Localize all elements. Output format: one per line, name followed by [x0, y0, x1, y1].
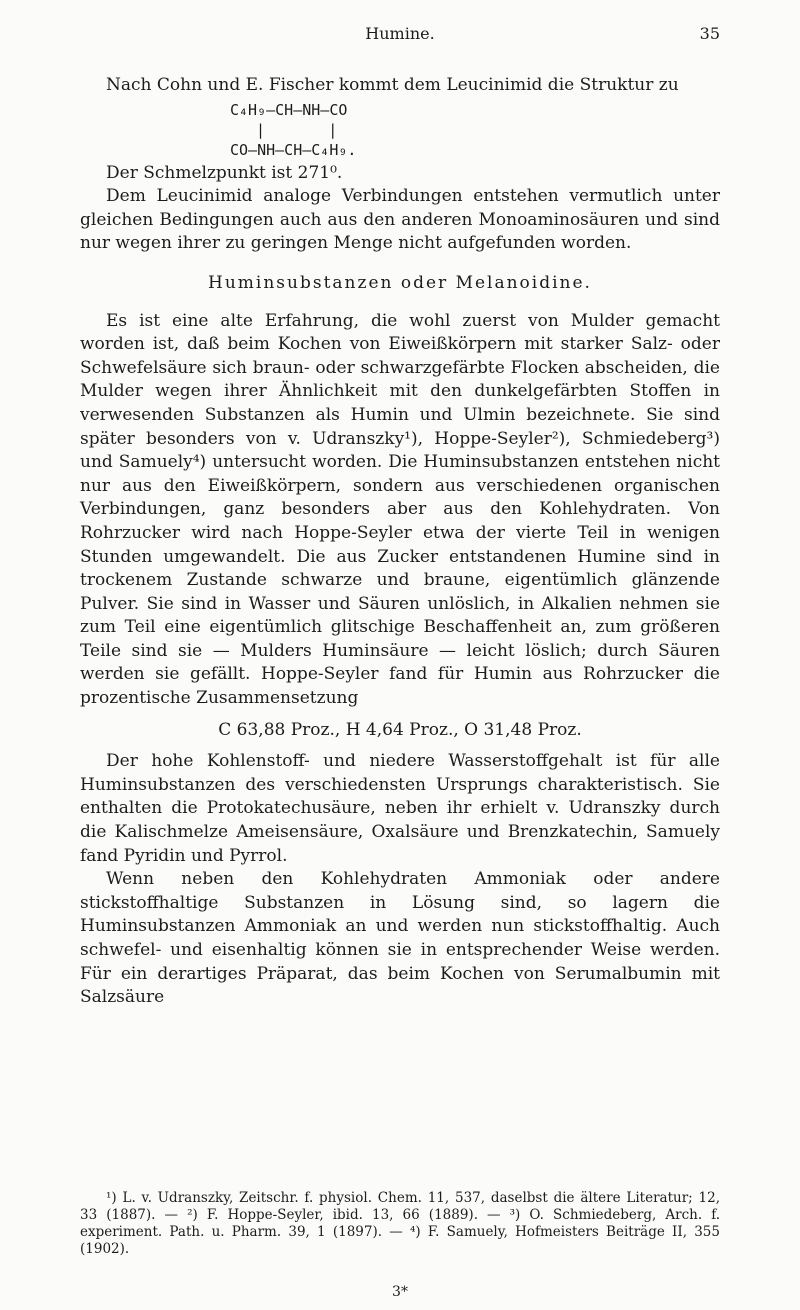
running-header-title: Humine.	[365, 24, 435, 43]
footnotes	[80, 1190, 720, 1258]
formula-line-3: CO—NH—CH—C₄H₉.	[230, 140, 357, 159]
paragraph-melting-point: Der Schmelzpunkt ist 271⁰.	[106, 162, 343, 183]
formula-line-1: C₄H₉—CH—NH—CO	[230, 100, 348, 119]
paragraph-intro: Nach Cohn und E. Fischer kommt dem Leucinimid die Struktur zu	[106, 75, 679, 95]
body-text	[80, 74, 720, 1010]
paragraph-analogues: Dem Leucinimid analoge Verbindungen entstehen vermutlich unter gleichen Bedingungen auch aus den anderen Monoaminosäuren und sind nur wegen ihrer zu geringen Menge nicht aufgefunden worden.	[80, 186, 720, 254]
paragraph-history: Es ist eine alte Erfahrung, die wohl zuerst von Mulder gemacht worden ist, daß beim Kochen von Eiweißkörpern mit starker Salz- oder Schwefelsäure sich braun- oder schwarzgefärbte Flocken abscheiden, die Mulder wegen ihrer Ähnlichkeit mit den dunkelgefärbten Stoffen in verwesenden Substanzen als Humin und Ulmin bezeichnete. Sie sind später besonders von v. Udranszky¹), Hoppe-Seyler²), Schmiedeberg³) und Samuely⁴) untersucht worden. Die Huminsubstanzen entstehen nicht nur aus den Eiweißkörpern, sondern aus verschiedenen organischen Verbindungen, ganz besonders aber aus den Kohlehydraten. Von Rohrzucker wird nach Hoppe-Seyler etwa der vierte Teil in wenigen Stunden umgewandelt. Die aus Zucker entstandenen Humine sind in trockenem Zustande schwarze und braune, eigentümlich glänzende Pulver. Sie sind in Wasser und Säuren unlöslich, in Alkalien nehmen sie zum Teil eine eigentümlich glitschige Beschaffenheit an, zum größeren Teile sind sie — Mulders Huminsäure — leicht löslich; durch Säuren werden sie gefällt. Hoppe-Seyler fand für Humin aus Rohrzucker die prozentische Zusammensetzung	[80, 310, 720, 709]
section-heading: Huminsubstanzen oder Melanoidine.	[208, 272, 592, 293]
structural-formula	[80, 100, 720, 160]
composition-line: C 63,88 Proz., H 4,64 Proz., O 31,48 Proz.	[218, 719, 582, 740]
page-number: 35	[699, 24, 720, 43]
footnote-block: ¹) L. v. Udranszky, Zeitschr. f. physiol. Chem. 11, 537, daselbst die ältere Literatur; 12, 33 (1887). — ²) F. Hoppe-Seyler, ibid. 13, 66 (1889). — ³) O. Schmiedeberg, Arch. f. experiment. Path. u. Pharm. 39, 1 (1897). — ⁴) F. Samuely, Hofmeisters Beiträge II, 355 (1902).	[80, 1190, 720, 1257]
formula-line-2: | |	[256, 120, 338, 139]
paragraph-nitrogen: Wenn neben den Kohlehydraten Ammoniak oder andere stickstoffhaltige Substanzen in Lösung sind, so lagern die Huminsubstanzen Ammoniak an und werden nun stickstoffhaltig. Auch schwefel- und eisenhaltig können sie in entsprechender Weise werden. Für ein derartiges Präparat, das beim Kochen von Serumalbumin mit Salzsäure	[80, 869, 720, 1008]
paragraph-carbon-content: Der hohe Kohlenstoff- und niedere Wasserstoffgehalt ist für alle Huminsubstanzen des verschiedensten Ursprungs charakteristisch. Sie enthalten die Protokatechusäure, neben ihr erhielt v. Udranszky durch die Kalischmelze Ameisensäure, Oxalsäure und Brenzkatechin, Samuely fand Pyridin und Pyrrol.	[80, 751, 720, 866]
signature-mark: 3*	[392, 1284, 408, 1300]
